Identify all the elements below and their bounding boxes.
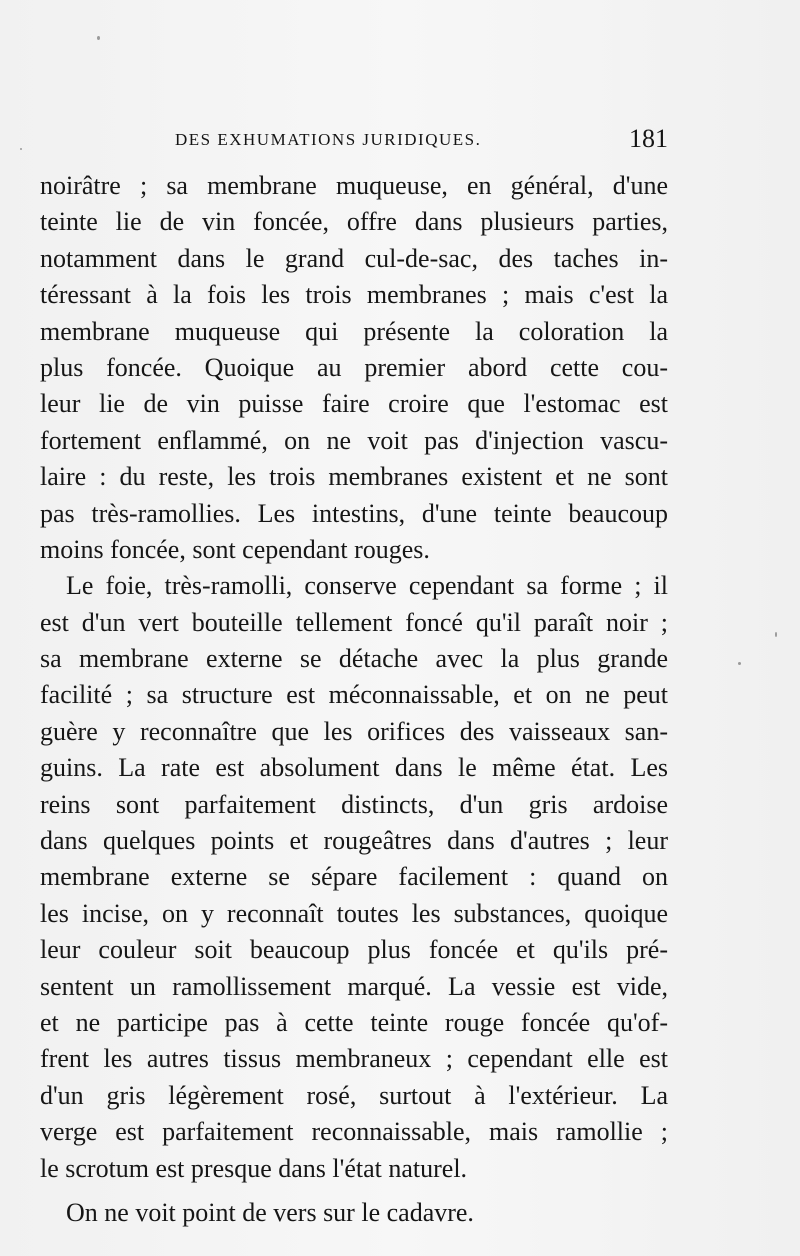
text-line: sentent un ramollissement marqué. La vessie est vide, — [40, 971, 668, 1001]
text-line: guère y reconnaître que les orifices des vaisseaux san- — [40, 716, 668, 746]
text-line: facilité ; sa structure est méconnaissable, et on ne peut — [40, 680, 668, 710]
paragraph-3 — [40, 1195, 668, 1231]
paragraph-1 — [40, 168, 668, 568]
text-line: noirâtre ; sa membrane muqueuse, en général, d'une — [40, 171, 668, 200]
page-speck — [20, 148, 22, 150]
text-line: frent les autres tissus membraneux ; cependant elle est — [40, 1044, 668, 1074]
text-line: moins foncée, sont cependant rouges. — [40, 534, 430, 564]
text-line: reins sont parfaitement distincts, d'un gris ardoise — [40, 789, 668, 819]
text-line: les incise, on y reconnaît toutes les substances, quoique — [40, 898, 668, 928]
text-line: est d'un vert bouteille tellement foncé qu'il paraît noir ; — [40, 607, 668, 637]
text-line: teinte lie de vin foncée, offre dans plusieurs parties, — [40, 207, 668, 237]
text-line: On ne voit point de vers sur le cadavre. — [66, 1197, 474, 1227]
text-line: leur lie de vin puisse faire croire que l'estomac est — [40, 389, 668, 419]
text-line: notamment dans le grand cul-de-sac, des taches in- — [40, 243, 668, 273]
running-header — [40, 124, 668, 164]
text-line: laire : du reste, les trois membranes existent et ne sont — [40, 462, 668, 492]
page-speck — [738, 662, 741, 665]
running-title: DES EXHUMATIONS JURIDIQUES. — [175, 130, 482, 149]
text-line: membrane muqueuse qui présente la coloration la — [40, 316, 668, 346]
text-line: Le foie, très-ramolli, conserve cependant sa forme ; il — [66, 571, 668, 601]
text-line: et ne participe pas à cette teinte rouge foncée qu'of- — [40, 1007, 668, 1037]
paragraph-2 — [40, 568, 668, 1187]
text-line: membrane externe se sépare facilement : quand on — [40, 862, 668, 892]
text-line: sa membrane externe se détache avec la plus grande — [40, 644, 668, 674]
body-text — [40, 168, 668, 1231]
text-line: d'un gris légèrement rosé, surtout à l'extérieur. La — [40, 1080, 668, 1110]
text-line: dans quelques points et rougeâtres dans d'autres ; leur — [40, 826, 668, 856]
page-speck — [97, 36, 100, 40]
text-line: leur couleur soit beaucoup plus foncée et qu'ils pré- — [40, 935, 668, 965]
text-line: téressant à la fois les trois membranes ; mais c'est la — [40, 280, 668, 310]
page-speck — [775, 632, 777, 637]
page-number: 181 — [629, 124, 668, 153]
text-line: guins. La rate est absolument dans le même état. Les — [40, 753, 668, 783]
text-line: pas très-ramollies. Les intestins, d'une teinte beaucoup — [40, 498, 668, 528]
paragraph-gap — [40, 1187, 668, 1195]
text-line: fortement enflammé, on ne voit pas d'injection vascu- — [40, 425, 668, 455]
text-line: le scrotum est presque dans l'état naturel. — [40, 1153, 468, 1183]
text-line: plus foncée. Quoique au premier abord cette cou- — [40, 352, 668, 382]
text-line: verge est parfaitement reconnaissable, mais ramollie ; — [40, 1117, 668, 1147]
